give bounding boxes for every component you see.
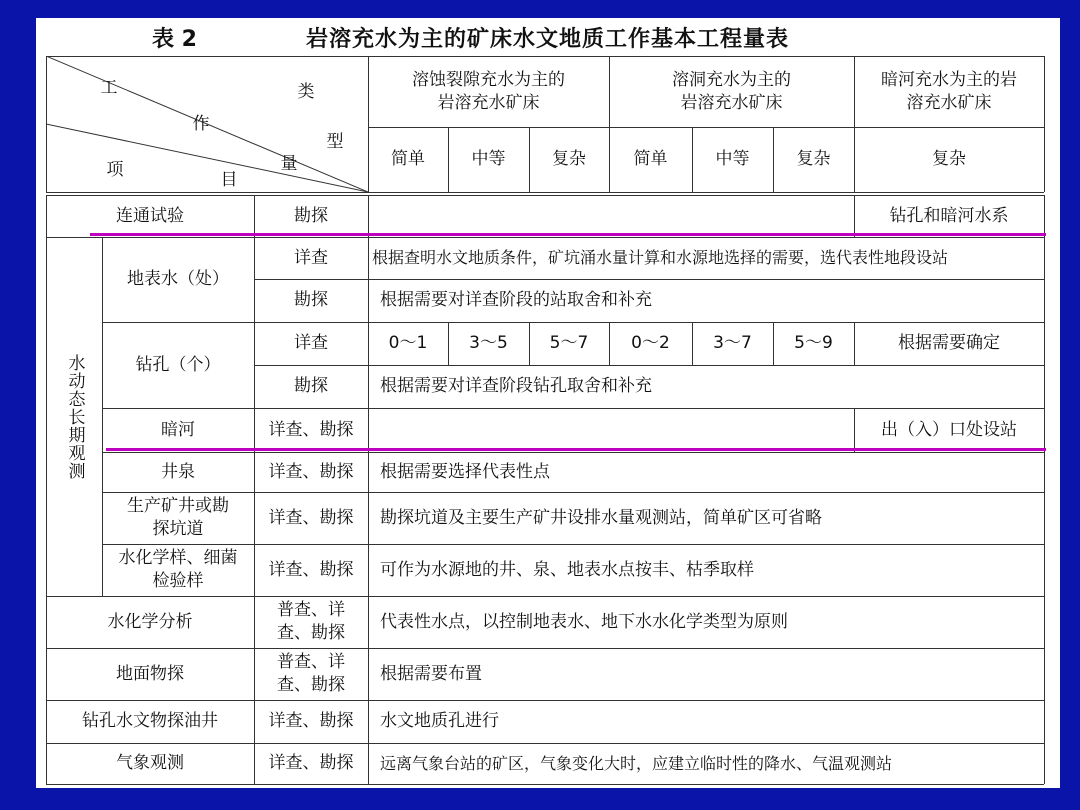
row-item-jingquan: 井泉 [161, 461, 195, 482]
row-item-qixiang: 气象观测 [116, 753, 184, 774]
row-text: 代表性水点，以控制地表水、地下水水化学类型为原则 [380, 611, 788, 632]
level-header: 简单 [633, 149, 668, 170]
row-stage: 详查、勘探 [268, 461, 354, 482]
group-header-2: 溶洞充水为主的 岩溶充水矿床 [672, 69, 791, 113]
level-header: 复杂 [552, 149, 586, 170]
row-value-c7: 钻孔和暗河水系 [889, 205, 1009, 226]
row-value: 5～7 [549, 333, 589, 354]
header-bottom-border [46, 192, 1044, 193]
row-text: 勘探坑道及主要生产矿井设排水量观测站，简单矿区可省略 [380, 507, 822, 528]
table-title [36, 18, 1060, 56]
row-value: 根据需要确定 [898, 333, 1000, 354]
row-value: 5～9 [794, 333, 833, 354]
table-number: 表 2 [152, 27, 197, 52]
table-caption: 岩溶充水为主的矿床水文地质工作基本工程量表 [306, 27, 790, 52]
row-text: 根据需要对详查阶段钻孔取舍和补充 [380, 376, 652, 397]
row-item-zuankong-shuiwen: 钻孔水文物探油井 [82, 711, 218, 732]
row-stage: 详查、勘探 [268, 753, 354, 774]
row-stage: 勘探 [294, 205, 328, 226]
row-text: 根据需要布置 [380, 663, 482, 684]
row-stage: 勘探 [294, 290, 328, 311]
row-stage: 详查、勘探 [268, 559, 354, 580]
row-text: 可作为水源地的井、泉、地表水点按丰、枯季取样 [380, 559, 754, 580]
diag-mu: 目 [220, 169, 238, 190]
row-stage: 详查 [294, 333, 328, 354]
row-item-zuankong: 钻孔（个） [135, 354, 221, 375]
row-item-liantong: 连通试验 [116, 205, 184, 226]
row-text: 根据查明水文地质条件，矿坑涌水量计算和水源地选择的需要，选代表性地段设站 [372, 248, 949, 268]
row-text: 远离气象台站的矿区，气象变化大时，应建立临时性的降水、气温观测站 [380, 753, 893, 773]
row-text: 水文地质孔进行 [380, 711, 499, 732]
level-header: 中等 [471, 149, 506, 170]
group-header-1: 溶蚀裂隙充水为主的 岩溶充水矿床 [412, 69, 565, 113]
row-item-shuihuaxue: 水化学分析 [107, 611, 193, 632]
body-bottom-border [46, 784, 1044, 785]
diag-lei: 类 [297, 81, 315, 102]
row-item-dibiao: 地表水（处） [127, 269, 229, 290]
row-value: 3～7 [713, 333, 752, 354]
group-header-3: 暗河充水为主的岩 溶充水矿床 [881, 69, 1017, 113]
diag-xiang: 项 [106, 159, 124, 180]
row-item-anhe: 暗河 [161, 419, 195, 440]
row-stage: 勘探 [294, 376, 328, 397]
row-stage: 详查、勘探 [268, 507, 354, 528]
row-stage: 普查、详 查、勘探 [277, 652, 345, 695]
row-value: 3～5 [469, 333, 508, 354]
row-item-shuihuaxue-yang: 水化学样、细菌 检验样 [118, 548, 238, 591]
level-header: 简单 [391, 149, 425, 170]
level-header: 中等 [715, 149, 750, 170]
level-header: 复杂 [796, 149, 831, 170]
row-text: 根据需要选择代表性点 [380, 461, 550, 482]
row-text: 根据需要对详查阶段的站取舍和补充 [380, 290, 652, 311]
row-stage: 普查、详 查、勘探 [277, 600, 345, 643]
body-right-border [1044, 195, 1045, 784]
group-label-water-monitoring: 水动态长期观测 [64, 353, 85, 480]
diag-liang: 量 [280, 153, 298, 174]
row-value-c7: 出（入）口处设站 [881, 419, 1017, 440]
row-stage: 详查、勘探 [268, 711, 354, 732]
header-right-border [1044, 56, 1045, 192]
row-value: 0～1 [388, 333, 428, 354]
diag-zuo: 作 [192, 113, 210, 134]
row-value: 0～2 [631, 333, 670, 354]
level-header: 复杂 [932, 149, 966, 170]
row-stage: 详查 [294, 247, 328, 268]
diag-xing: 型 [326, 131, 344, 152]
diag-gong: 工 [100, 77, 118, 98]
row-item-shengchan: 生产矿井或勘 探坑道 [127, 496, 229, 539]
row-stage: 详查、勘探 [268, 419, 354, 440]
row-item-dimian: 地面物探 [116, 663, 184, 684]
slide [36, 18, 1060, 788]
